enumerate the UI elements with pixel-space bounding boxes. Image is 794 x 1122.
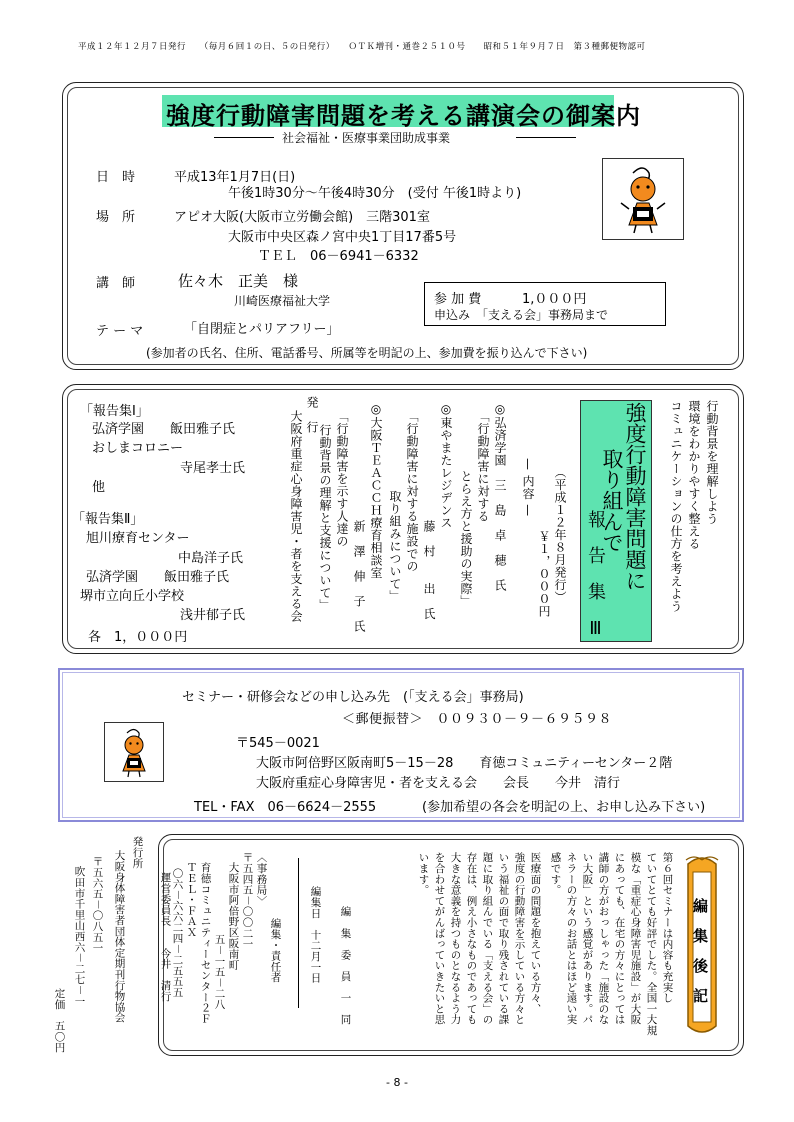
content-1-title-a: 「行動障害に対する — [476, 410, 490, 523]
event-tel: ＴＥＬ 06－6941－6332 — [258, 249, 419, 264]
mascot-icon — [105, 723, 163, 781]
office-chief: 運営委員長 今井 清行 — [159, 872, 172, 1002]
colophon-price: 定価 五〇円 — [53, 988, 66, 1053]
report-1-title: 「報告集Ⅰ」 — [80, 404, 149, 419]
editorial-col-7: ネラーの方々のお話とはほど遠い実 — [565, 852, 578, 1025]
editorial-col-9: 医療面の問題を抱えている方々、 — [529, 852, 542, 1014]
content-3-org: ◎大阪ＴＥＡＣＣＨ療育相談室 — [369, 402, 383, 579]
editorial-col-11: いう福祉の面で取り残されている課 — [497, 852, 510, 1025]
report-2-author-1: 旭川療育センター — [86, 531, 190, 546]
contact-org: 大阪府重症心身障害児・者を支える会 会長 今井 清行 — [256, 776, 621, 791]
office-address: 大阪市阿倍野区阪南町 — [227, 862, 240, 970]
editorial-col-13: 存在は、例え小さなものであっても — [465, 852, 478, 1025]
editorial-responsible: 編集・責任者 — [269, 918, 282, 983]
contact-title: セミナー・研修会などの申し込み先 (「支える会」事務局) — [182, 690, 524, 705]
contact-zip: 〒545－0021 — [236, 736, 320, 751]
contact-address: 大阪市阿倍野区阪南町5－15－28 育徳コミュニティーセンター２階 — [256, 756, 673, 771]
lecturer-name: 佐々木 正美 様 — [178, 272, 299, 290]
content-2-name: 藤 村 出 氏 — [422, 520, 436, 620]
page-number: - 8 - — [386, 1076, 408, 1089]
content-3-name: 新 澤 伸 子 氏 — [352, 520, 366, 633]
report-2-author-5: 浅井郁子氏 — [180, 608, 246, 623]
date-label: 日 時 — [96, 170, 136, 185]
event-date: 平成13年1月7日(日) — [174, 170, 296, 185]
editorial-sign: 編 集 委 員 一 同 — [339, 906, 352, 1025]
lecturer-label: 講 師 — [96, 276, 136, 291]
place-label: 場 所 — [96, 210, 136, 225]
report-2-author-2: 中島洋子氏 — [178, 551, 244, 566]
report-title-2: 取り組んで — [600, 448, 624, 553]
content-2-title-b: 取り組みについて」 — [388, 490, 402, 603]
editorial-col-14: 大きな意義を持つものとなるよう力 — [449, 852, 462, 1025]
event-address: 大阪市中央区森ノ宮中央1丁目17番5号 — [228, 230, 457, 245]
theme-label: テ ー マ — [96, 324, 144, 339]
report-1-author-4: 他 — [92, 480, 106, 495]
colophon-org: 大阪身体障害者団体定期刊行物協会 — [113, 850, 126, 1023]
contact-note: (参加希望の各会を明記の上、お申し込み下さい) — [422, 800, 706, 815]
report-2-author-3: 弘済学園 飯田雅子氏 — [86, 570, 230, 585]
report-2-price: 各 1，０００円 — [88, 630, 188, 645]
report-2-title: 「報告集Ⅱ」 — [72, 512, 144, 527]
office-tel-label: ＴＥＬ・ＦＡＸ — [185, 862, 198, 938]
editorial-col-16: います。 — [417, 852, 430, 896]
report-title-1: 強度行動障害問題に — [623, 402, 647, 591]
colophon-address: 吹田市千里山西六－二七－一 — [73, 866, 86, 1007]
event-time: 午後1時30分～午後4時30分 (受付 午後1時より) — [228, 186, 522, 201]
content-2-org: ◎東やまたレジデンス — [439, 402, 453, 529]
report-tagline-2: 環境をわかりやすく整える — [687, 400, 701, 550]
fee-amount: 1,０００円 — [522, 292, 587, 307]
content-1-org: ◎弘済学園 三 島 卓 穂 氏 — [493, 402, 507, 592]
fee-label: 参 加 費 — [434, 292, 482, 307]
report-contents-label: — 内容 — — [521, 458, 535, 517]
mascot-image-small — [104, 722, 164, 782]
event-venue: アピオ大阪(大阪市立労働会館) 三階301室 — [174, 210, 430, 225]
editorial-divider — [298, 858, 299, 1008]
report-1-author-1: 弘済学園 飯田雅子氏 — [92, 422, 236, 437]
colophon-zip: 〒五六五－〇八五一 — [91, 856, 104, 954]
mascot-image — [602, 158, 684, 240]
editorial-col-5: 講師の方がおっしゃった「施設のな — [597, 852, 610, 1025]
colophon-label: 発行所 — [131, 836, 144, 869]
lecturer-affiliation: 川崎医療福祉大学 — [234, 294, 331, 308]
office-tel-number: 〇六－六六二四－二五五五 — [171, 868, 184, 998]
content-3-title-a: 「行動障害を示す人達の — [335, 410, 349, 548]
editorial-col-1: 第６回セミナーは内容も充実し — [661, 852, 674, 1004]
editorial-heading: 編 集 後 記 — [691, 898, 709, 1003]
editorial-col-8: 感です。 — [549, 852, 562, 896]
office-zip: 〒五四五－〇〇二一 — [241, 852, 254, 950]
report-tagline-3: コミュニケーションの仕方を考えよう — [669, 400, 683, 613]
publisher-label: 発 行 — [305, 396, 319, 434]
report-title-3: 報 告 集 Ⅲ — [585, 510, 606, 639]
event-theme: 「自閉症とパリアフリー」 — [184, 322, 340, 337]
content-3-title-b: 行動背景の理解と支援について」 — [318, 424, 332, 612]
report-price: ￥１，０００円 — [537, 530, 551, 618]
editorial-col-10: 強度の行動障害を示している方々と — [513, 852, 526, 1025]
editorial-col-15: を合わせてがんばっていきたいと思 — [433, 852, 446, 1025]
editorial-col-6: い大阪」という感覚があります。パ — [581, 852, 594, 1025]
report-tagline-1: 行動背景を理解しよう — [705, 400, 719, 525]
report-issue: （平成１２年８月発行） — [553, 466, 567, 604]
content-1-title-b: とらえ方と援助の実際」 — [459, 470, 473, 608]
content-2-title-a: 「行動障害に対する施設での — [405, 410, 419, 573]
editorial-date: 編集日 十二月一日 — [309, 886, 322, 984]
editorial-col-12: 題に取り組んでいる「支える会」の — [481, 852, 494, 1025]
report-2-author-4: 堺市立向丘小学校 — [80, 589, 185, 604]
apply-info: 申込み 「支える会」事務局まで — [434, 308, 609, 322]
editorial-col-2: ていてとても好評でした。全国一大規 — [645, 852, 658, 1036]
event-note: (参加者の氏名、住所、電話番号、所属等を明記の上、参加費を振り込んで下さい) — [146, 346, 588, 360]
office-center: 育徳コミュニティーセンター２Ｆ — [199, 862, 212, 1024]
contact-postal-transfer: ＜郵便振替＞ ００９３０－９－６９５９８ — [342, 712, 613, 727]
publisher-org: 大阪府重症心身障害児・者を支える会 — [289, 410, 303, 623]
editorial-col-3: 模な「重症心身障害児施設」が大阪 — [629, 852, 642, 1025]
report-1-author-3: 寺尾孝士氏 — [180, 461, 246, 476]
office-address-2: 五－一五－二八 — [213, 934, 226, 1010]
editorial-col-4: にあっても、在宅の方々にとっては — [613, 852, 626, 1025]
event-title: 強度行動障害問題を考える講演会の御案内 — [166, 102, 641, 130]
report-1-author-2: おしまコロニー — [92, 441, 184, 456]
publication-header: 平成１２年１２月７日発行 （毎月６回１の日、５の日発行） ＯＴＫ増刊・通巻２５１０号 昭和５１年９月７日 第３種郵便物認可 — [78, 42, 646, 52]
event-subtitle: 社会福祉・医療事業団助成事業 — [282, 131, 451, 145]
contact-telfax: TEL・FAX 06－6624－2555 — [194, 800, 377, 815]
office-label: 〈事務局〉 — [255, 852, 268, 906]
mascot-icon — [603, 159, 683, 239]
